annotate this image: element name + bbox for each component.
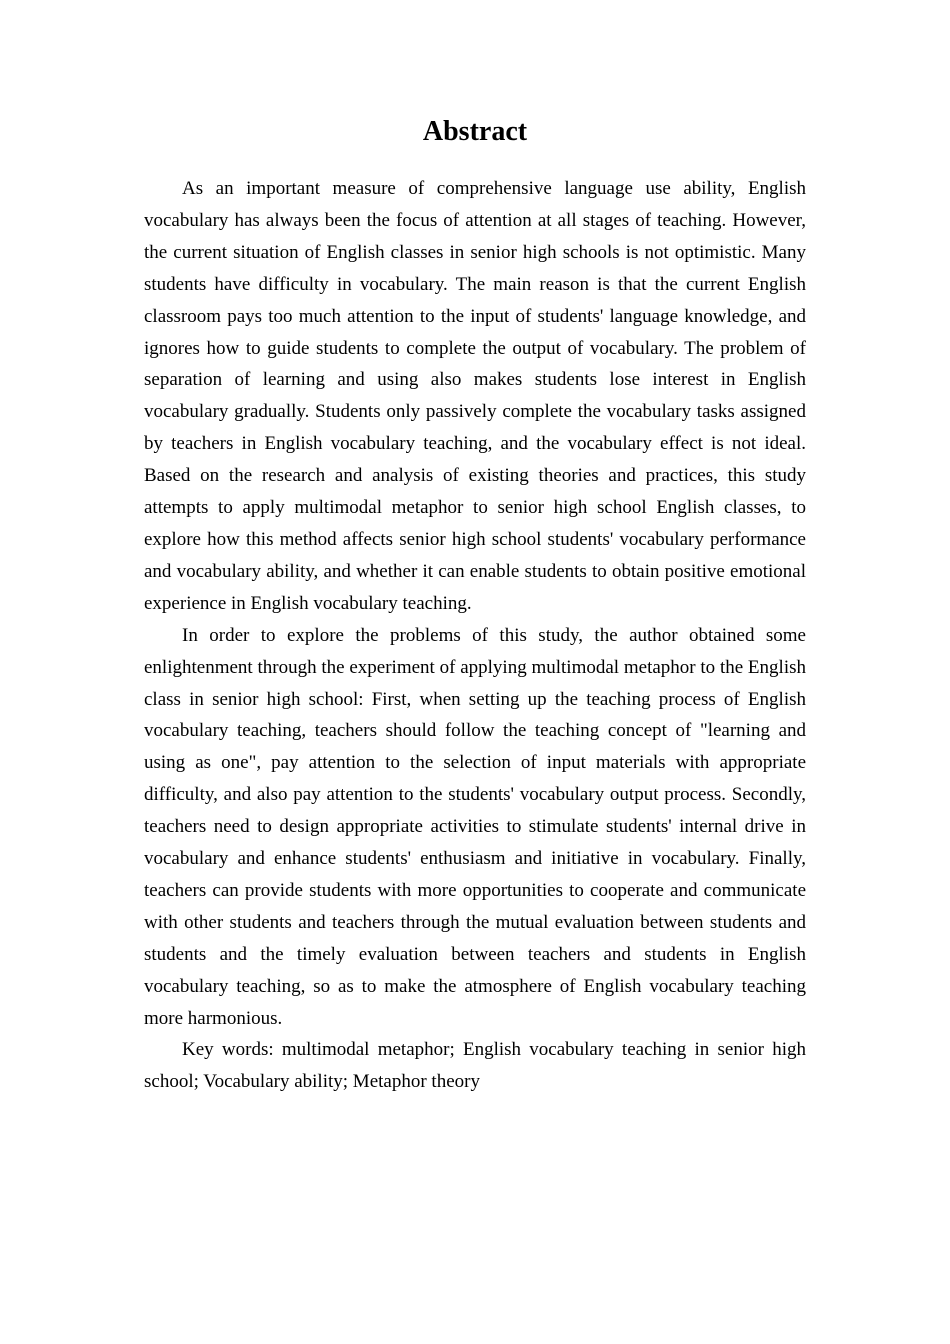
abstract-paragraph-2: In order to explore the problems of this study, the author obtained some enlightenment through the experiment of applying multimodal metaphor to the English class in senior high school: First, when setting up the teaching process of English vocabulary teaching, teachers should follow the teaching concept of "learning and using as one", pay attention to the selection of input materials with appropriate difficulty, and also pay attention to the students' vocabulary output process. Secondly, teachers need to design appropriate activities to stimulate students' internal drive in vocabulary and enhance students' enthusiasm and initiative in vocabulary. Finally, teachers can provide students with more opportunities to cooperate and communicate with other students and teachers through the mutual evaluation between students and students and the timely evaluation between teachers and students in English vocabulary teaching, so as to make the atmosphere of English vocabulary teaching more harmonious. (144, 624, 806, 1029)
page-title: Abstract (422, 116, 528, 147)
abstract-body (144, 173, 806, 1098)
keywords-paragraph: Key words: multimodal metaphor; English vocabulary teaching in senior high school; Vocabulary ability; Metaphor theory (144, 1039, 806, 1093)
abstract-paragraph-1: As an important measure of comprehensive language use ability, English vocabulary has always been the focus of attention at all stages of teaching. However, the current situation of English classes in senior high schools is not optimistic. Many students have difficulty in vocabulary. The main reason is that the current English classroom pays too much attention to the input of students' language knowledge, and ignores how to guide students to complete the output of vocabulary. The problem of separation of learning and using also makes students lose interest in English vocabulary gradually. Students only passively complete the vocabulary tasks assigned by teachers in English vocabulary teaching, and the vocabulary effect is not ideal. Based on the research and analysis of existing theories and practices, this study attempts to apply multimodal metaphor to senior high school English classes, to explore how this method affects senior high school students' vocabulary performance and vocabulary ability, and whether it can enable students to obtain positive emotional experience in English vocabulary teaching. (144, 178, 806, 614)
